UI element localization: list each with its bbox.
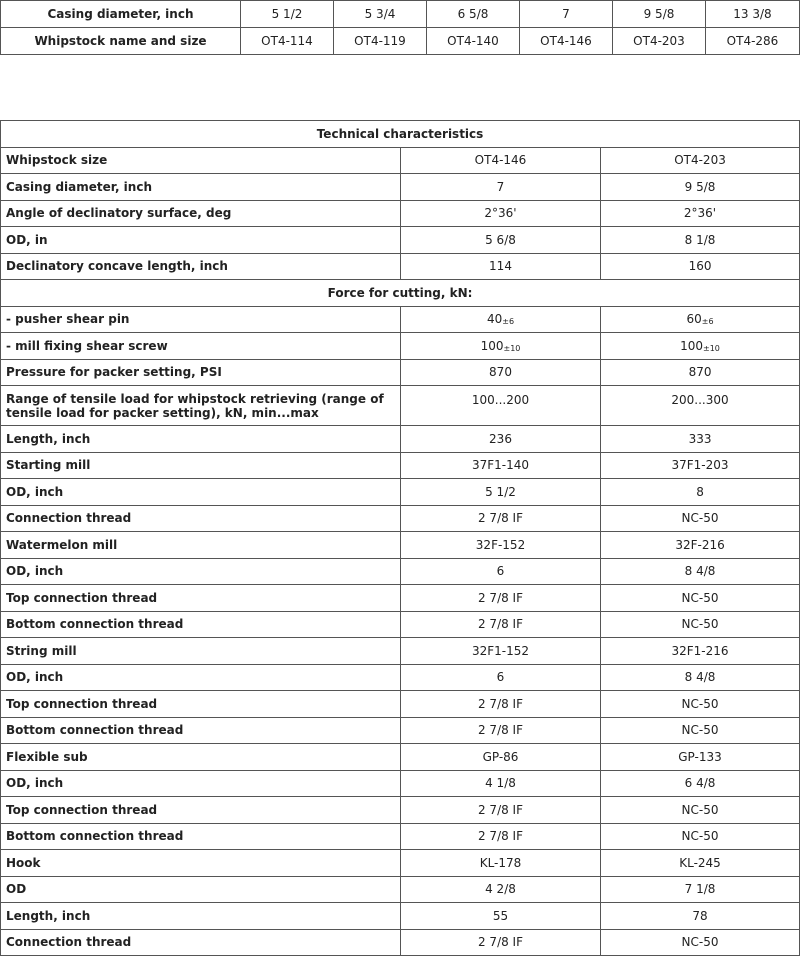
table-row <box>1 359 800 386</box>
table-cell <box>601 333 800 360</box>
table-cell: 2°36' <box>601 200 800 227</box>
table-row <box>1 147 800 174</box>
row-label: Pressure for packer setting, PSI <box>1 359 401 386</box>
table-row <box>1 479 800 506</box>
table-row <box>1 691 800 718</box>
row-label: OD, inch <box>1 664 401 691</box>
table-cell: 8 4/8 <box>601 558 800 585</box>
table-row <box>1 253 800 280</box>
force-value: 40 <box>486 312 503 327</box>
table-cell: OT4-203 <box>601 147 800 174</box>
table-cell: OT4-286 <box>706 28 800 55</box>
table-cell: 7 1/8 <box>601 876 800 903</box>
section-title: Force for cutting, kN: <box>1 280 800 307</box>
table-row <box>1 770 800 797</box>
row-label: Top connection thread <box>1 585 401 612</box>
row-header: Casing diameter, inch <box>1 1 241 28</box>
row-label: Length, inch <box>1 426 401 453</box>
table-cell: 2 7/8 IF <box>401 929 601 956</box>
row-label: OD, inch <box>1 479 401 506</box>
table-row <box>1 744 800 771</box>
table-cell: 5 1/2 <box>241 1 334 28</box>
table-cell: NC-50 <box>601 929 800 956</box>
table-row <box>1 585 800 612</box>
table-cell: 870 <box>401 359 601 386</box>
row-label: Watermelon mill <box>1 532 401 559</box>
table-row <box>1 28 800 55</box>
table-cell: 4 2/8 <box>401 876 601 903</box>
table-cell: 55 <box>401 903 601 930</box>
table-cell: 100...200 <box>401 386 601 426</box>
table-cell: 9 5/8 <box>613 1 706 28</box>
table-cell: 2 7/8 IF <box>401 585 601 612</box>
table-row <box>1 227 800 254</box>
table-row <box>1 333 800 360</box>
table-cell <box>601 306 800 333</box>
table-cell: 6 5/8 <box>427 1 520 28</box>
table-cell: 2°36' <box>401 200 601 227</box>
tolerance-value: ±10 <box>703 343 720 353</box>
whipstock-size-table <box>0 0 800 55</box>
table-cell: NC-50 <box>601 611 800 638</box>
table-cell: NC-50 <box>601 585 800 612</box>
table-cell: 2 7/8 IF <box>401 823 601 850</box>
table-row <box>1 452 800 479</box>
table-cell: NC-50 <box>601 717 800 744</box>
force-value: 100 <box>480 338 504 353</box>
table-row <box>1 200 800 227</box>
table-row <box>1 611 800 638</box>
tolerance-value: ±6 <box>701 317 714 327</box>
table-cell: 5 6/8 <box>401 227 601 254</box>
force-value: 100 <box>680 338 704 353</box>
table-cell: NC-50 <box>601 691 800 718</box>
row-label: - pusher shear pin <box>1 306 401 333</box>
row-label: OD, in <box>1 227 401 254</box>
table-cell: 870 <box>601 359 800 386</box>
row-label: Range of tensile load for whipstock retrieving (range of tensile load for packer setting), kN, min...max <box>1 386 401 426</box>
table-row <box>1 876 800 903</box>
table-cell: 32F-216 <box>601 532 800 559</box>
table-cell: GP-86 <box>401 744 601 771</box>
row-label: Connection thread <box>1 505 401 532</box>
row-label: Whipstock size <box>1 147 401 174</box>
table-cell: 114 <box>401 253 601 280</box>
row-label: Top connection thread <box>1 691 401 718</box>
table-cell: 8 1/8 <box>601 227 800 254</box>
row-label: Declinatory concave length, inch <box>1 253 401 280</box>
table-cell: 7 <box>520 1 613 28</box>
table-cell: 32F1-216 <box>601 638 800 665</box>
row-label: - mill fixing shear screw <box>1 333 401 360</box>
table-row <box>1 717 800 744</box>
table-cell: 2 7/8 IF <box>401 797 601 824</box>
table-cell: 6 <box>401 664 601 691</box>
table-cell: NC-50 <box>601 823 800 850</box>
table-row <box>1 306 800 333</box>
table-title-row <box>1 121 800 148</box>
table-cell: OT4-146 <box>520 28 613 55</box>
table-cell: 37F1-140 <box>401 452 601 479</box>
section-row <box>1 280 800 307</box>
row-label: Bottom connection thread <box>1 717 401 744</box>
table-row <box>1 174 800 201</box>
row-label: String mill <box>1 638 401 665</box>
table-cell: NC-50 <box>601 797 800 824</box>
table-row <box>1 426 800 453</box>
table-cell: 37F1-203 <box>601 452 800 479</box>
table-row <box>1 505 800 532</box>
table-row <box>1 823 800 850</box>
row-label: Connection thread <box>1 929 401 956</box>
row-label: Flexible sub <box>1 744 401 771</box>
table-cell: 6 4/8 <box>601 770 800 797</box>
table-cell: NC-50 <box>601 505 800 532</box>
row-label: OD, inch <box>1 558 401 585</box>
table-cell: OT4-114 <box>241 28 334 55</box>
row-header: Whipstock name and size <box>1 28 241 55</box>
table-cell: 5 3/4 <box>334 1 427 28</box>
table-cell: 2 7/8 IF <box>401 505 601 532</box>
technical-characteristics-table <box>0 120 800 956</box>
table-title: Technical characteristics <box>1 121 800 148</box>
row-label: Bottom connection thread <box>1 611 401 638</box>
table-cell: 2 7/8 IF <box>401 691 601 718</box>
table-row <box>1 664 800 691</box>
table-cell: KL-245 <box>601 850 800 877</box>
table-row <box>1 558 800 585</box>
table-row <box>1 386 800 426</box>
table-row <box>1 850 800 877</box>
force-value: 60 <box>686 312 702 327</box>
row-label: Hook <box>1 850 401 877</box>
table-row <box>1 903 800 930</box>
row-label: Casing diameter, inch <box>1 174 401 201</box>
table-cell <box>401 306 601 333</box>
tolerance-value: ±6 <box>502 317 515 327</box>
row-label: OD <box>1 876 401 903</box>
row-label: Length, inch <box>1 903 401 930</box>
table-cell: 200...300 <box>601 386 800 426</box>
table-cell: 236 <box>401 426 601 453</box>
table-cell: 32F-152 <box>401 532 601 559</box>
row-label: Starting mill <box>1 452 401 479</box>
table-cell: 2 7/8 IF <box>401 717 601 744</box>
table-cell: 32F1-152 <box>401 638 601 665</box>
table-row <box>1 1 800 28</box>
table-row <box>1 929 800 956</box>
row-label: Angle of declinatory surface, deg <box>1 200 401 227</box>
table-cell: 160 <box>601 253 800 280</box>
table-cell <box>401 333 601 360</box>
table-row <box>1 638 800 665</box>
row-label: Bottom connection thread <box>1 823 401 850</box>
tolerance-value: ±10 <box>503 343 521 353</box>
table-cell: 78 <box>601 903 800 930</box>
table-cell: GP-133 <box>601 744 800 771</box>
table-cell: OT4-146 <box>401 147 601 174</box>
table-cell: OT4-119 <box>334 28 427 55</box>
table-cell: OT4-140 <box>427 28 520 55</box>
table-cell: 8 <box>601 479 800 506</box>
table-cell: 9 5/8 <box>601 174 800 201</box>
table-cell: 6 <box>401 558 601 585</box>
table-cell: 5 1/2 <box>401 479 601 506</box>
table-cell: 7 <box>401 174 601 201</box>
table-cell: 333 <box>601 426 800 453</box>
table-cell: OT4-203 <box>613 28 706 55</box>
table-cell: 8 4/8 <box>601 664 800 691</box>
table-cell: 13 3/8 <box>706 1 800 28</box>
table-cell: 2 7/8 IF <box>401 611 601 638</box>
row-label: Top connection thread <box>1 797 401 824</box>
table-row <box>1 532 800 559</box>
table-row <box>1 797 800 824</box>
row-label: OD, inch <box>1 770 401 797</box>
table-cell: KL-178 <box>401 850 601 877</box>
table-cell: 4 1/8 <box>401 770 601 797</box>
